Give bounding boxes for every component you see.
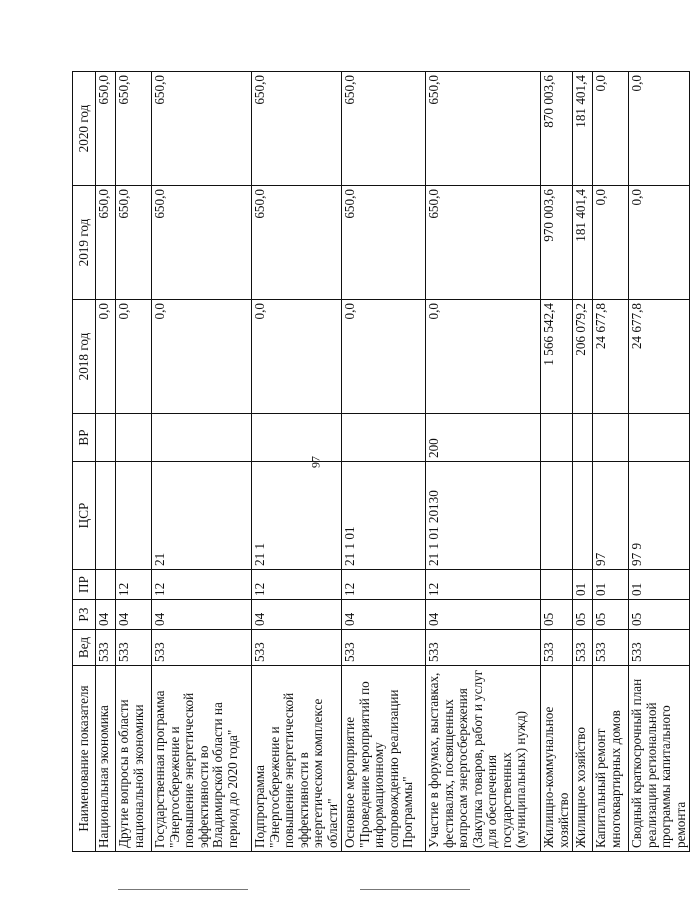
- cell-pr: 01: [629, 570, 690, 600]
- table-row: [629, 72, 690, 852]
- col-header-2020: 2020 год: [73, 72, 96, 186]
- cell-2020: 0,0: [629, 72, 690, 186]
- cell-rz: 04: [96, 600, 116, 630]
- cell-name: Подпрограмма "Энергосбережение и повышение энергетической эффективности в энергетическом комплексе области": [252, 666, 342, 852]
- cell-vr: [152, 414, 252, 462]
- cell-vr: [116, 414, 152, 462]
- col-header-rz: РЗ: [73, 600, 96, 630]
- cell-2019: 0,0: [629, 186, 690, 300]
- budget-table-container: [72, 72, 688, 852]
- cell-2019: 650,0: [426, 186, 541, 300]
- cell-2018: 0,0: [252, 300, 342, 414]
- col-header-vr: ВР: [73, 414, 96, 462]
- cell-name: Жилищное хозяйство: [573, 666, 593, 852]
- cell-vr: [573, 414, 593, 462]
- cell-rz: 04: [426, 600, 541, 630]
- col-header-csr: ЦСР: [73, 462, 96, 570]
- cell-pr: 01: [593, 570, 629, 600]
- cell-rz: 05: [541, 600, 573, 630]
- cell-2019: 650,0: [116, 186, 152, 300]
- cell-2020: 650,0: [426, 72, 541, 186]
- table-row: [116, 72, 152, 852]
- page-number: 97: [308, 456, 323, 468]
- cell-name: Сводный краткосрочный план реализации региональной программы капитального ремонта: [629, 666, 690, 852]
- cell-2020: 650,0: [116, 72, 152, 186]
- cell-2018: 0,0: [152, 300, 252, 414]
- cell-2020: 650,0: [252, 72, 342, 186]
- cell-2018: 0,0: [342, 300, 426, 414]
- col-header-ved: Вед: [73, 630, 96, 666]
- cell-pr: 01: [573, 570, 593, 600]
- cell-ved: 533: [342, 630, 426, 666]
- table-row: [152, 72, 252, 852]
- cell-name: Государственная программа "Энергосбережение и повышение энергетической эффективности во Владимирской области на период до 2020 года": [152, 666, 252, 852]
- cell-2019: 650,0: [342, 186, 426, 300]
- cell-2019: 970 003,6: [541, 186, 573, 300]
- cell-2020: 650,0: [96, 72, 116, 186]
- cell-name: Жилищно-коммунальное хозяйство: [541, 666, 573, 852]
- cell-vr: [96, 414, 116, 462]
- cell-rz: 05: [573, 600, 593, 630]
- cell-csr: [116, 462, 152, 570]
- cell-2018: 0,0: [96, 300, 116, 414]
- cell-rz: 05: [629, 600, 690, 630]
- cell-vr: [252, 414, 342, 462]
- scan-edge-line: [360, 889, 470, 890]
- cell-2020: 181 401,4: [573, 72, 593, 186]
- cell-rz: 04: [252, 600, 342, 630]
- budget-table: [72, 71, 690, 852]
- cell-2018: 206 079,2: [573, 300, 593, 414]
- cell-ved: 533: [252, 630, 342, 666]
- cell-rz: 04: [152, 600, 252, 630]
- cell-rz: 05: [593, 600, 629, 630]
- cell-csr: [541, 462, 573, 570]
- cell-vr: 200: [426, 414, 541, 462]
- table-row: [252, 72, 342, 852]
- cell-2019: 650,0: [96, 186, 116, 300]
- cell-name: Капитальный ремонт многоквартирных домов: [593, 666, 629, 852]
- table-row: [573, 72, 593, 852]
- cell-ved: 533: [96, 630, 116, 666]
- cell-2018: 0,0: [116, 300, 152, 414]
- cell-vr: [541, 414, 573, 462]
- cell-name: Другие вопросы в области национальной экономики: [116, 666, 152, 852]
- cell-vr: [593, 414, 629, 462]
- cell-ved: 533: [152, 630, 252, 666]
- cell-ved: 533: [593, 630, 629, 666]
- cell-pr: 12: [426, 570, 541, 600]
- cell-pr: 12: [252, 570, 342, 600]
- col-header-2018: 2018 год: [73, 300, 96, 414]
- cell-2018: 1 566 542,4: [541, 300, 573, 414]
- cell-2019: 0,0: [593, 186, 629, 300]
- cell-rz: 04: [116, 600, 152, 630]
- cell-csr: 97 9: [629, 462, 690, 570]
- cell-csr: [96, 462, 116, 570]
- cell-name: Основное мероприятие "Проведение мероприятий по информационному сопровождению реализации Программы": [342, 666, 426, 852]
- cell-pr: 12: [116, 570, 152, 600]
- cell-2018: 24 677,8: [629, 300, 690, 414]
- table-row: [426, 72, 541, 852]
- cell-csr: 21 1: [252, 462, 342, 570]
- cell-pr: [541, 570, 573, 600]
- cell-csr: 21 1 01 20130: [426, 462, 541, 570]
- cell-2019: 181 401,4: [573, 186, 593, 300]
- cell-pr: [96, 570, 116, 600]
- cell-name: Национальная экономика: [96, 666, 116, 852]
- cell-2018: 0,0: [426, 300, 541, 414]
- cell-2018: 24 677,8: [593, 300, 629, 414]
- cell-pr: 12: [342, 570, 426, 600]
- cell-ved: 533: [541, 630, 573, 666]
- cell-csr: 97: [593, 462, 629, 570]
- cell-csr: [573, 462, 593, 570]
- col-header-pr: ПР: [73, 570, 96, 600]
- cell-ved: 533: [426, 630, 541, 666]
- cell-csr: 21: [152, 462, 252, 570]
- cell-2020: 870 003,6: [541, 72, 573, 186]
- cell-csr: 21 1 01: [342, 462, 426, 570]
- cell-vr: [629, 414, 690, 462]
- cell-2019: 650,0: [152, 186, 252, 300]
- cell-vr: [342, 414, 426, 462]
- cell-2020: 650,0: [152, 72, 252, 186]
- cell-2020: 0,0: [593, 72, 629, 186]
- scan-edge-line: [118, 889, 248, 890]
- col-header-2019: 2019 год: [73, 186, 96, 300]
- cell-pr: 12: [152, 570, 252, 600]
- col-header-name: Наименование показателя: [73, 666, 96, 852]
- cell-ved: 533: [116, 630, 152, 666]
- table-row: [593, 72, 629, 852]
- cell-2019: 650,0: [252, 186, 342, 300]
- table-header-row: [73, 72, 96, 852]
- cell-2020: 650,0: [342, 72, 426, 186]
- cell-ved: 533: [629, 630, 690, 666]
- table-row: [342, 72, 426, 852]
- cell-name: Участие в форумах, выставках, фестивалях, посвященных вопросам энергосбережения (Закупка товаров, работ и услуг для обеспечения государственных (муниципальных) нужд): [426, 666, 541, 852]
- table-row: [541, 72, 573, 852]
- cell-rz: 04: [342, 600, 426, 630]
- table-row: [96, 72, 116, 852]
- cell-ved: 533: [573, 630, 593, 666]
